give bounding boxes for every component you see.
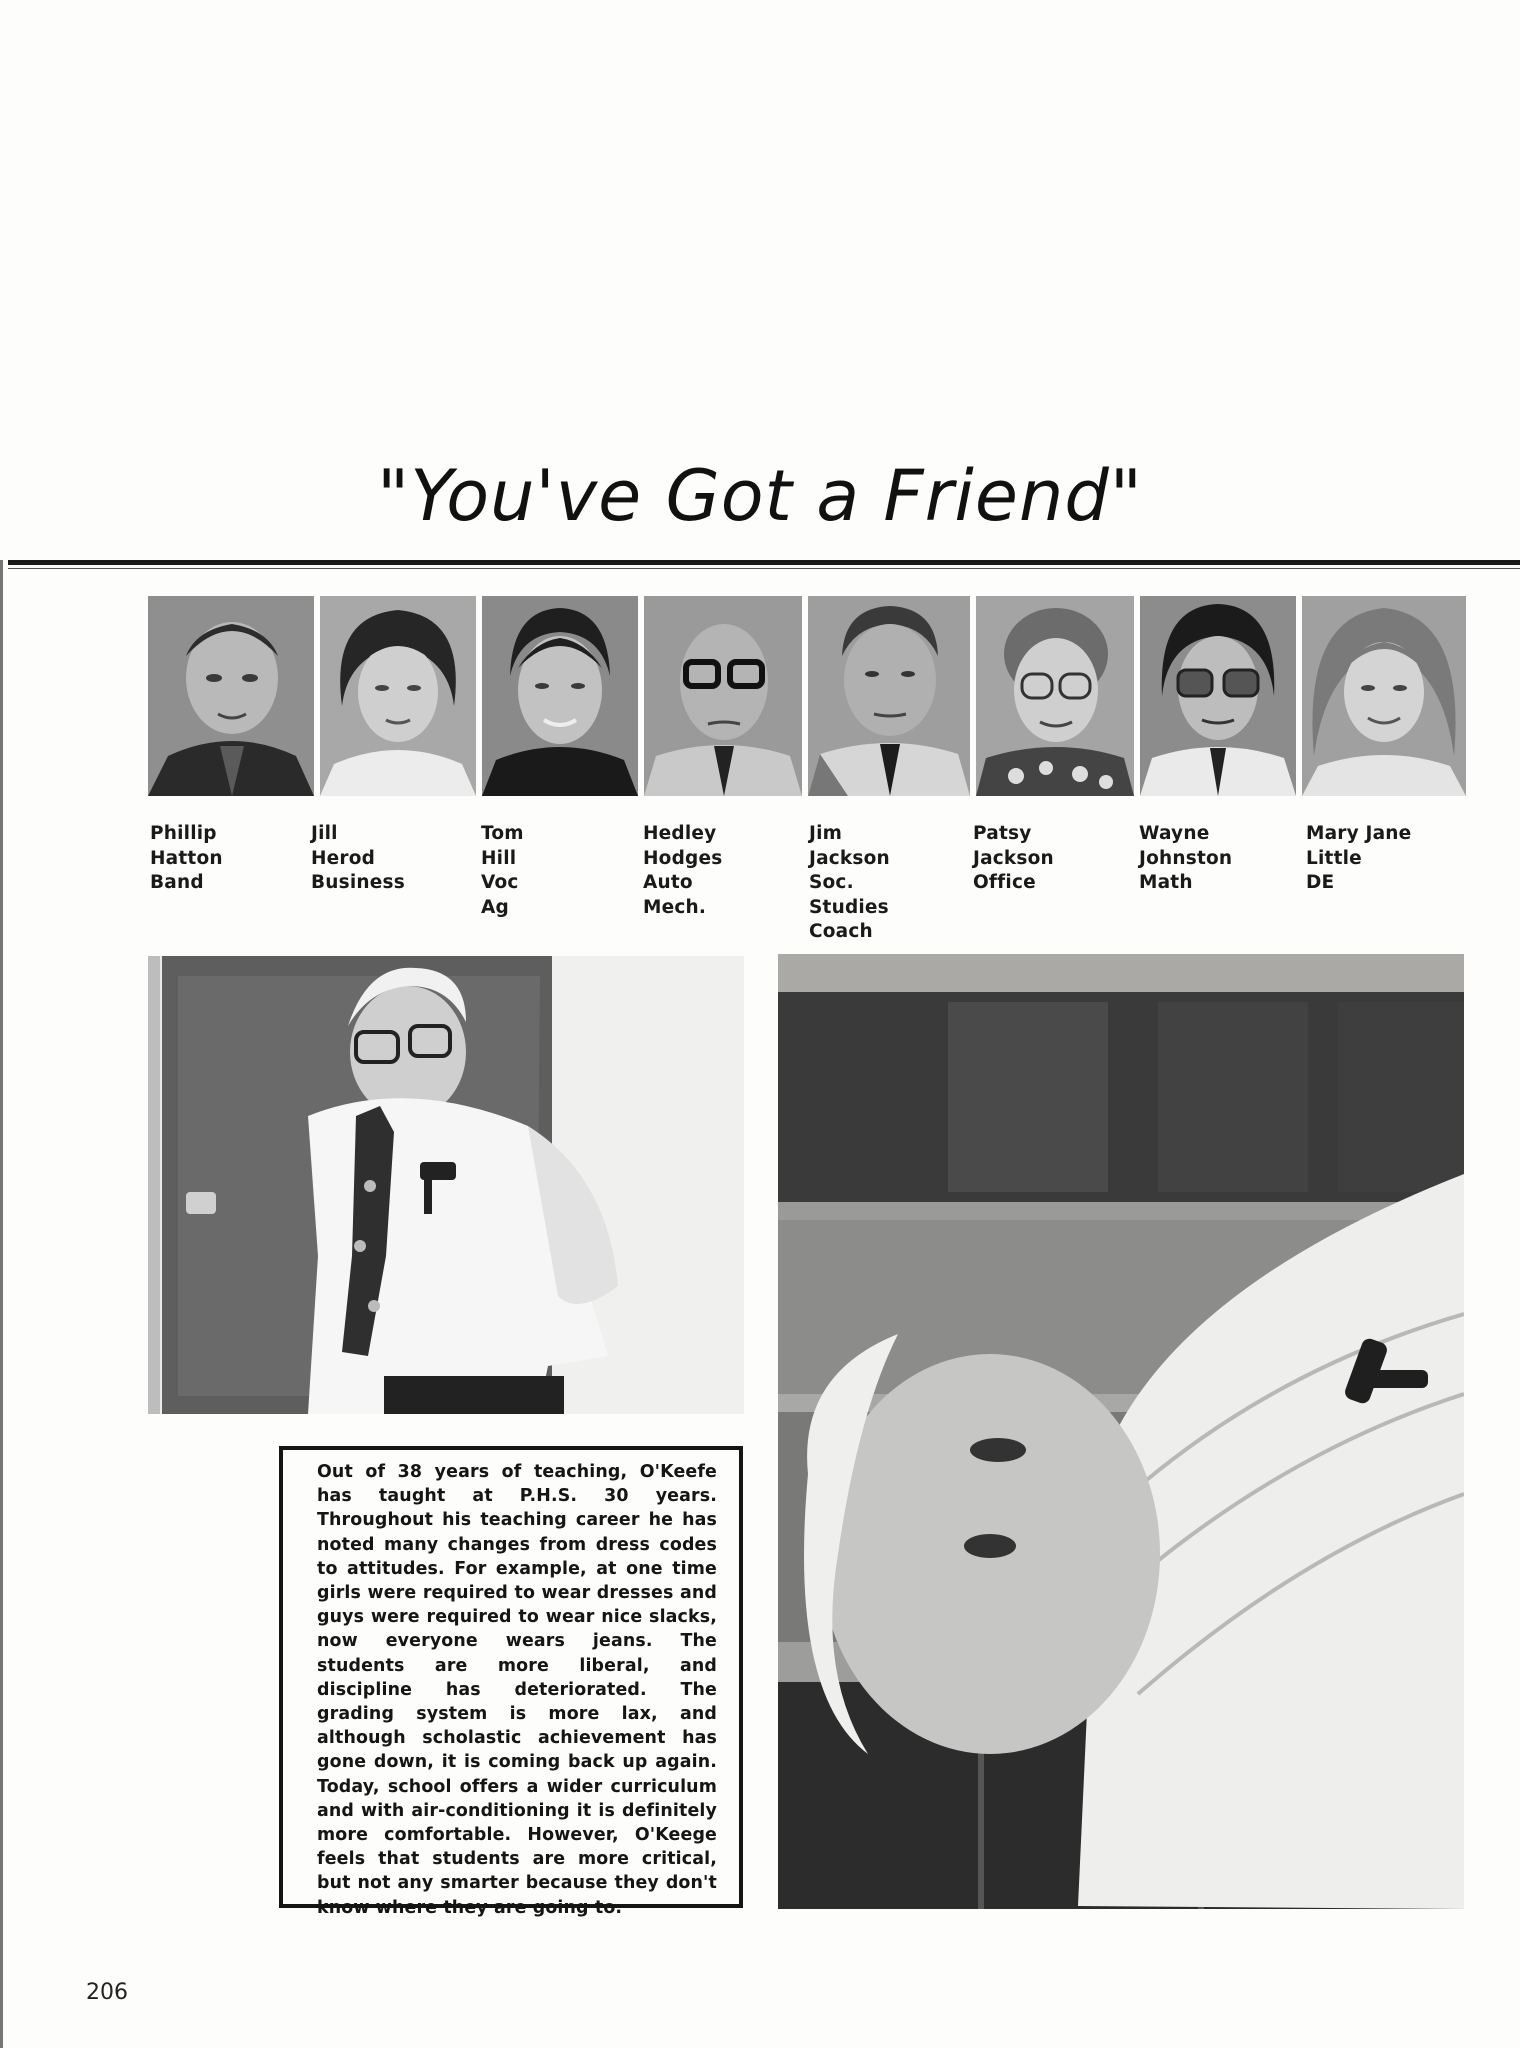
caption-line: Business [311, 872, 405, 894]
caption-line: Hill [481, 847, 517, 869]
staff-caption-wayne-johnston [1139, 822, 1232, 896]
caption-line: Jim [809, 823, 843, 844]
portrait-patsy-jackson [976, 596, 1134, 796]
title-rule [8, 560, 1520, 565]
caption-line: Hodges [643, 847, 723, 869]
feature-paragraph: Out of 38 years of teaching, O'Keefe has taught at P.H.S. 30 years. Throughout his teaching career he has noted many changes from dress codes to attitudes. For example, at one time girls were required to wear dresses and guys were required to wear nice slacks, now everyone wears jeans. The students are more liberal, and discipline has deteriorated. The grading system is more lax, and although scholastic achievement has gone down, it is coming back up again. Today, school offers a wider curriculum and with air-conditioning it is definitely more comfortable. However, O'Keege feels that students are more critical, but not any smarter because they don't know where they are going to. [317, 1462, 717, 1918]
caption-line: Band [150, 872, 204, 894]
caption-line: Soc. [809, 872, 854, 894]
caption-line: Jill [311, 823, 338, 844]
caption-line: Coach [809, 921, 873, 943]
staff-caption-tom-hill [481, 822, 524, 920]
caption-line: Mary Jane [1306, 823, 1412, 844]
page-number: 206 [86, 1980, 128, 2005]
page-title: "You've Got a Friend" [377, 455, 1143, 537]
caption-line: Johnston [1139, 847, 1233, 869]
photo-teacher-rotated [778, 954, 1464, 1909]
photo-teacher-at-door [148, 956, 744, 1414]
caption-line: Hedley [643, 823, 717, 844]
portrait-phillip-hatton [148, 596, 314, 796]
staff-caption-patsy-jackson [973, 822, 1054, 896]
portrait-tom-hill [482, 596, 638, 796]
portrait-jill-herod [320, 596, 476, 796]
title-rule-thin [8, 568, 1520, 569]
portrait-jim-jackson [808, 596, 970, 796]
caption-line: Wayne [1139, 823, 1210, 844]
staff-caption-jim-jackson [809, 822, 890, 945]
caption-line: Ag [481, 896, 509, 918]
staff-caption-mary-jane-little [1306, 822, 1411, 896]
staff-caption-phillip-hatton [150, 822, 223, 896]
caption-line: Auto [643, 872, 693, 894]
portrait-hedley-hodges [644, 596, 802, 796]
caption-line: Tom [481, 823, 524, 844]
caption-line: Math [1139, 872, 1193, 894]
caption-line: Jackson [973, 847, 1054, 869]
caption-line: Studies [809, 896, 889, 918]
caption-line: Herod [311, 847, 376, 869]
caption-line: Jackson [809, 847, 890, 869]
caption-line: Mech. [643, 896, 707, 918]
portrait-mary-jane-little [1302, 596, 1466, 796]
caption-line: Little [1306, 847, 1362, 869]
page-left-edge [0, 560, 3, 2048]
caption-line: Phillip [150, 823, 217, 844]
staff-caption-hedley-hodges [643, 822, 722, 920]
feature-text-box [279, 1446, 743, 1918]
portrait-wayne-johnston [1140, 596, 1296, 796]
caption-line: Patsy [973, 823, 1032, 844]
caption-line: Hatton [150, 847, 223, 869]
caption-line: Office [973, 872, 1036, 894]
staff-caption-jill-herod [311, 822, 405, 896]
caption-line: DE [1306, 872, 1335, 894]
caption-line: Voc [481, 872, 519, 894]
